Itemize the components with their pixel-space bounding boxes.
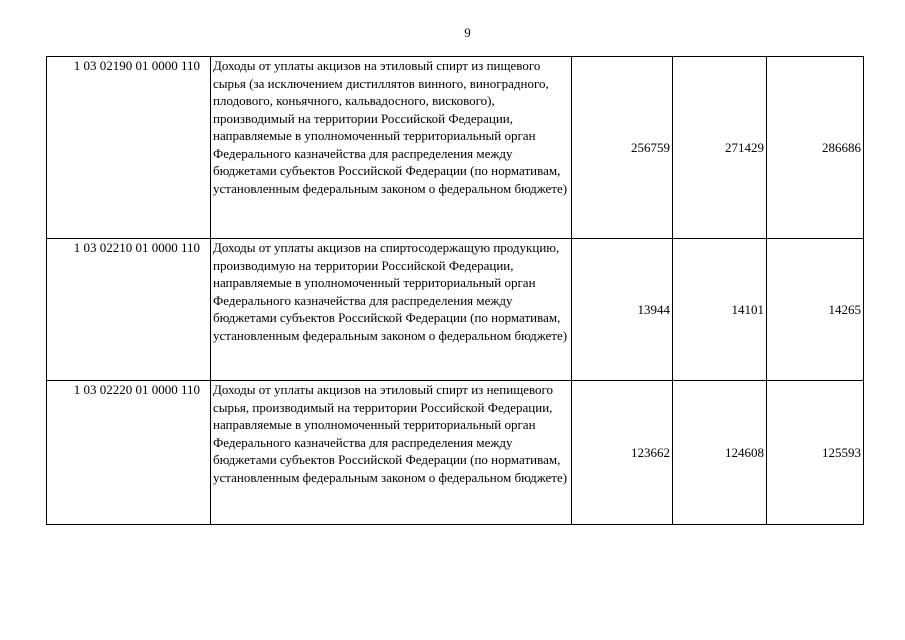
revenue-description: Доходы от уплаты акцизов на спиртосодержащую продукцию, производимую на территории Российской Федерации, направляемые в уполномоченный территориальный орган Федерального казначейства для распределения между бюджетами субъектов Российской Федерации (по нормативам, установленным федеральным законом о федеральном бюджете) <box>211 239 572 381</box>
amount-year-3: 14265 <box>767 239 864 381</box>
amount-year-1: 123662 <box>572 381 673 525</box>
amount-year-2: 14101 <box>673 239 767 381</box>
amount-year-2: 124608 <box>673 381 767 525</box>
revenue-table <box>46 56 864 525</box>
table-row <box>47 381 864 525</box>
revenue-description: Доходы от уплаты акцизов на этиловый спирт из непищевого сырья, производимый на территории Российской Федерации, направляемые в уполномоченный территориальный орган Федерального казначейства для распределения между бюджетами субъектов Российской Федерации (по нормативам, установленным федеральным законом о федеральном бюджете) <box>211 381 572 525</box>
budget-classification-code: 1 03 02210 01 0000 110 <box>47 239 211 381</box>
amount-year-3: 125593 <box>767 381 864 525</box>
amount-year-1: 13944 <box>572 239 673 381</box>
table-row <box>47 57 864 239</box>
amount-year-1: 256759 <box>572 57 673 239</box>
amount-year-3: 286686 <box>767 57 864 239</box>
revenue-description: Доходы от уплаты акцизов на этиловый спирт из пищевого сырья (за исключением дистиллятов винного, виноградного, плодового, коньячного, кальвадосного, вискового), производимый на территории Российской Федерации, направляемые в уполномоченный территориальный орган Федерального казначейства для распределения между бюджетами субъектов Российской Федерации (по нормативам, установленным федеральным законом о федеральном бюджете) <box>211 57 572 239</box>
amount-year-2: 271429 <box>673 57 767 239</box>
page-number: 9 <box>464 25 471 40</box>
budget-classification-code: 1 03 02220 01 0000 110 <box>47 381 211 525</box>
budget-classification-code: 1 03 02190 01 0000 110 <box>47 57 211 239</box>
table-row <box>47 239 864 381</box>
